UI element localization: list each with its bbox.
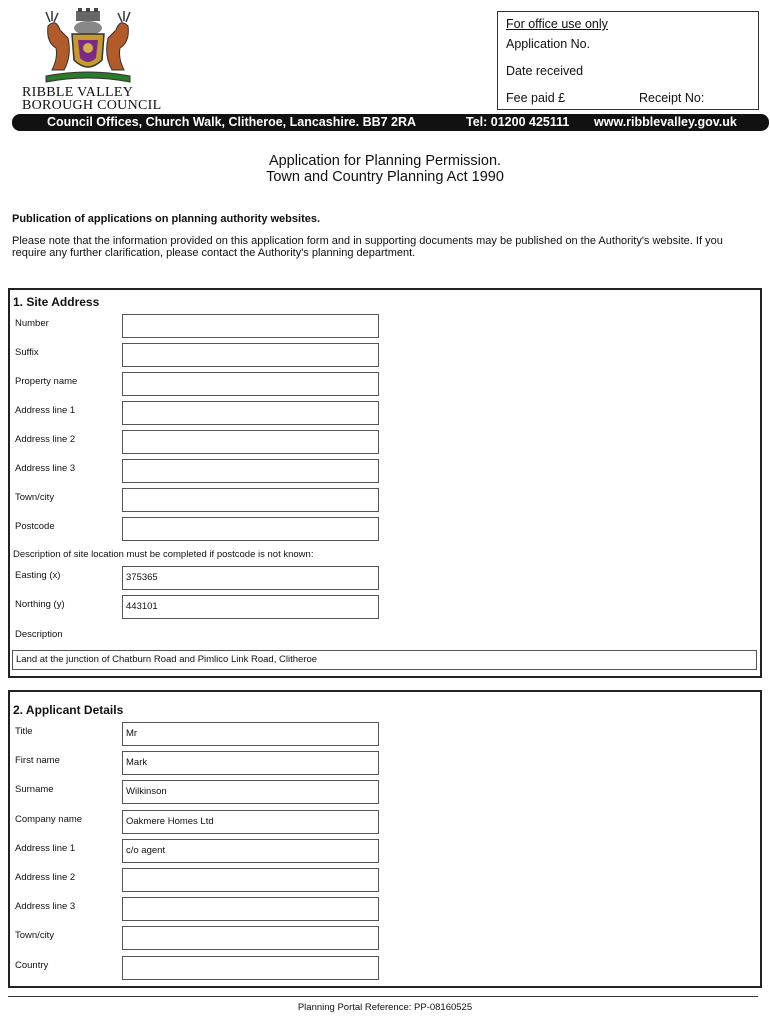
site-number-input[interactable] bbox=[122, 314, 379, 338]
field-label: Suffix bbox=[15, 347, 39, 358]
applicant-details-title: 2. Applicant Details bbox=[13, 703, 124, 717]
field-label: Address line 1 bbox=[15, 405, 76, 416]
site-suffix-input[interactable] bbox=[122, 343, 379, 367]
council-address-bar bbox=[12, 114, 769, 131]
office-use-title: For office use only bbox=[506, 17, 608, 31]
council-address: Council Offices, Church Walk, Clitheroe, Lancashire. BB7 2RA bbox=[47, 115, 417, 129]
applicant-first-name-input[interactable]: Mark bbox=[122, 751, 379, 775]
document-title: Application for Planning Permission. bbox=[268, 153, 502, 169]
applicant-surname-input[interactable]: Wilkinson bbox=[122, 780, 379, 804]
field-label: First name bbox=[15, 755, 60, 766]
site-address-line2-input[interactable] bbox=[122, 430, 379, 454]
council-crest-logo bbox=[38, 8, 138, 88]
footer-divider bbox=[8, 996, 758, 997]
field-label: Address line 3 bbox=[15, 901, 76, 912]
council-website: www.ribblevalley.gov.uk bbox=[594, 115, 737, 129]
easting-label: Easting (x) bbox=[15, 570, 61, 581]
fee-paid-label: Fee paid £ bbox=[506, 91, 566, 105]
field-label: Postcode bbox=[15, 521, 55, 532]
receipt-no-label: Receipt No: bbox=[639, 91, 705, 105]
council-name bbox=[22, 86, 172, 112]
site-address-title: 1. Site Address bbox=[13, 295, 100, 309]
applicant-country-input[interactable] bbox=[122, 956, 379, 980]
field-label: Address line 2 bbox=[15, 872, 76, 883]
site-address-line1-input[interactable] bbox=[122, 401, 379, 425]
document-subtitle: Town and Country Planning Act 1990 bbox=[266, 169, 504, 185]
application-no-label: Application No. bbox=[506, 37, 591, 51]
publication-note: Please note that the information provided on this application form and in supporting documents may be published on the Authority's website. If you require any further clarification, please contact the Authority's planning department. bbox=[12, 235, 723, 259]
date-received-label: Date received bbox=[506, 64, 584, 78]
field-label: Surname bbox=[15, 784, 54, 795]
field-label: Property name bbox=[15, 376, 78, 387]
description-label: Description bbox=[15, 629, 63, 640]
applicant-address-line2-input[interactable] bbox=[122, 868, 379, 892]
northing-input[interactable]: 443101 bbox=[122, 595, 379, 619]
council-name-line1: RIBBLE VALLEY bbox=[22, 85, 134, 100]
field-label: Town/city bbox=[15, 492, 55, 503]
field-label: Address line 1 bbox=[15, 843, 76, 854]
field-label: Address line 2 bbox=[15, 434, 76, 445]
field-label: Town/city bbox=[15, 930, 55, 941]
applicant-company-input[interactable]: Oakmere Homes Ltd bbox=[122, 810, 379, 834]
planning-portal-reference: Planning Portal Reference: PP-08160525 bbox=[297, 1002, 473, 1013]
council-telephone: Tel: 01200 425111 bbox=[466, 115, 570, 129]
site-property-name-input[interactable] bbox=[122, 372, 379, 396]
field-label: Company name bbox=[15, 814, 83, 825]
applicant-address-line1-input[interactable]: c/o agent bbox=[122, 839, 379, 863]
field-label: Title bbox=[15, 726, 33, 737]
publication-heading: Publication of applications on planning authority websites. bbox=[12, 213, 321, 225]
site-postcode-input[interactable] bbox=[122, 517, 379, 541]
applicant-title-input[interactable]: Mr bbox=[122, 722, 379, 746]
field-label: Address line 3 bbox=[15, 463, 76, 474]
site-description-input[interactable]: Land at the junction of Chatburn Road and Pimlico Link Road, Clitheroe bbox=[12, 650, 757, 670]
site-address-line3-input[interactable] bbox=[122, 459, 379, 483]
applicant-town-input[interactable] bbox=[122, 926, 379, 950]
applicant-address-line3-input[interactable] bbox=[122, 897, 379, 921]
site-town-input[interactable] bbox=[122, 488, 379, 512]
office-use-box bbox=[497, 11, 759, 110]
northing-label: Northing (y) bbox=[15, 599, 65, 610]
easting-input[interactable]: 375365 bbox=[122, 566, 379, 590]
council-name-line2: BOROUGH COUNCIL bbox=[22, 98, 162, 113]
location-note: Description of site location must be completed if postcode is not known: bbox=[13, 549, 314, 560]
field-label: Country bbox=[15, 960, 49, 971]
field-label: Number bbox=[15, 318, 49, 329]
